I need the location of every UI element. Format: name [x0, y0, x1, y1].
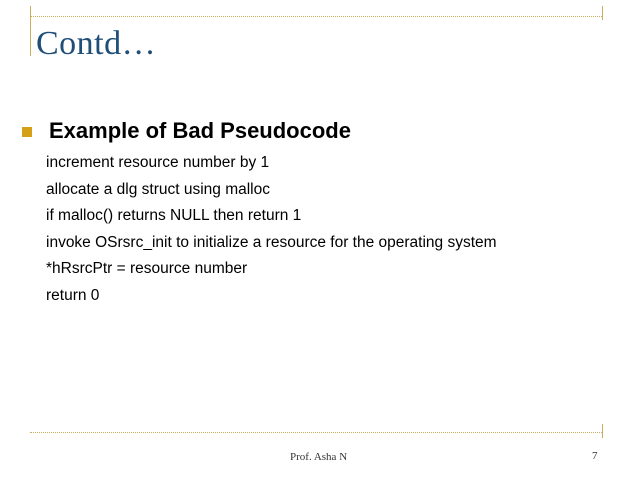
pseudocode-line: increment resource number by 1 [46, 154, 270, 171]
slide-title: Contd… [36, 25, 157, 62]
bullet-item [22, 118, 351, 144]
pseudocode-line: if malloc() returns NULL then return 1 [46, 207, 302, 224]
top-border-line [30, 16, 602, 17]
bullet-heading: Example of Bad Pseudocode [49, 118, 351, 143]
pseudocode-lines [46, 150, 497, 309]
page-number: 7 [592, 450, 598, 462]
top-right-accent-line [602, 6, 603, 20]
pseudocode-line: invoke OSrsrc_init to initialize a resource for the operating system [46, 233, 497, 251]
top-left-accent-line [30, 6, 31, 56]
pseudocode-line: allocate a dlg struct using malloc [46, 180, 271, 198]
pseudocode-line: *hRsrcPtr = resource number [46, 260, 248, 277]
bottom-border-line [30, 432, 602, 433]
footer-author: Prof. Asha N [290, 451, 348, 463]
pseudocode-line: return 0 [46, 286, 100, 304]
bottom-right-accent-line [602, 424, 603, 438]
square-bullet-icon [22, 127, 32, 137]
